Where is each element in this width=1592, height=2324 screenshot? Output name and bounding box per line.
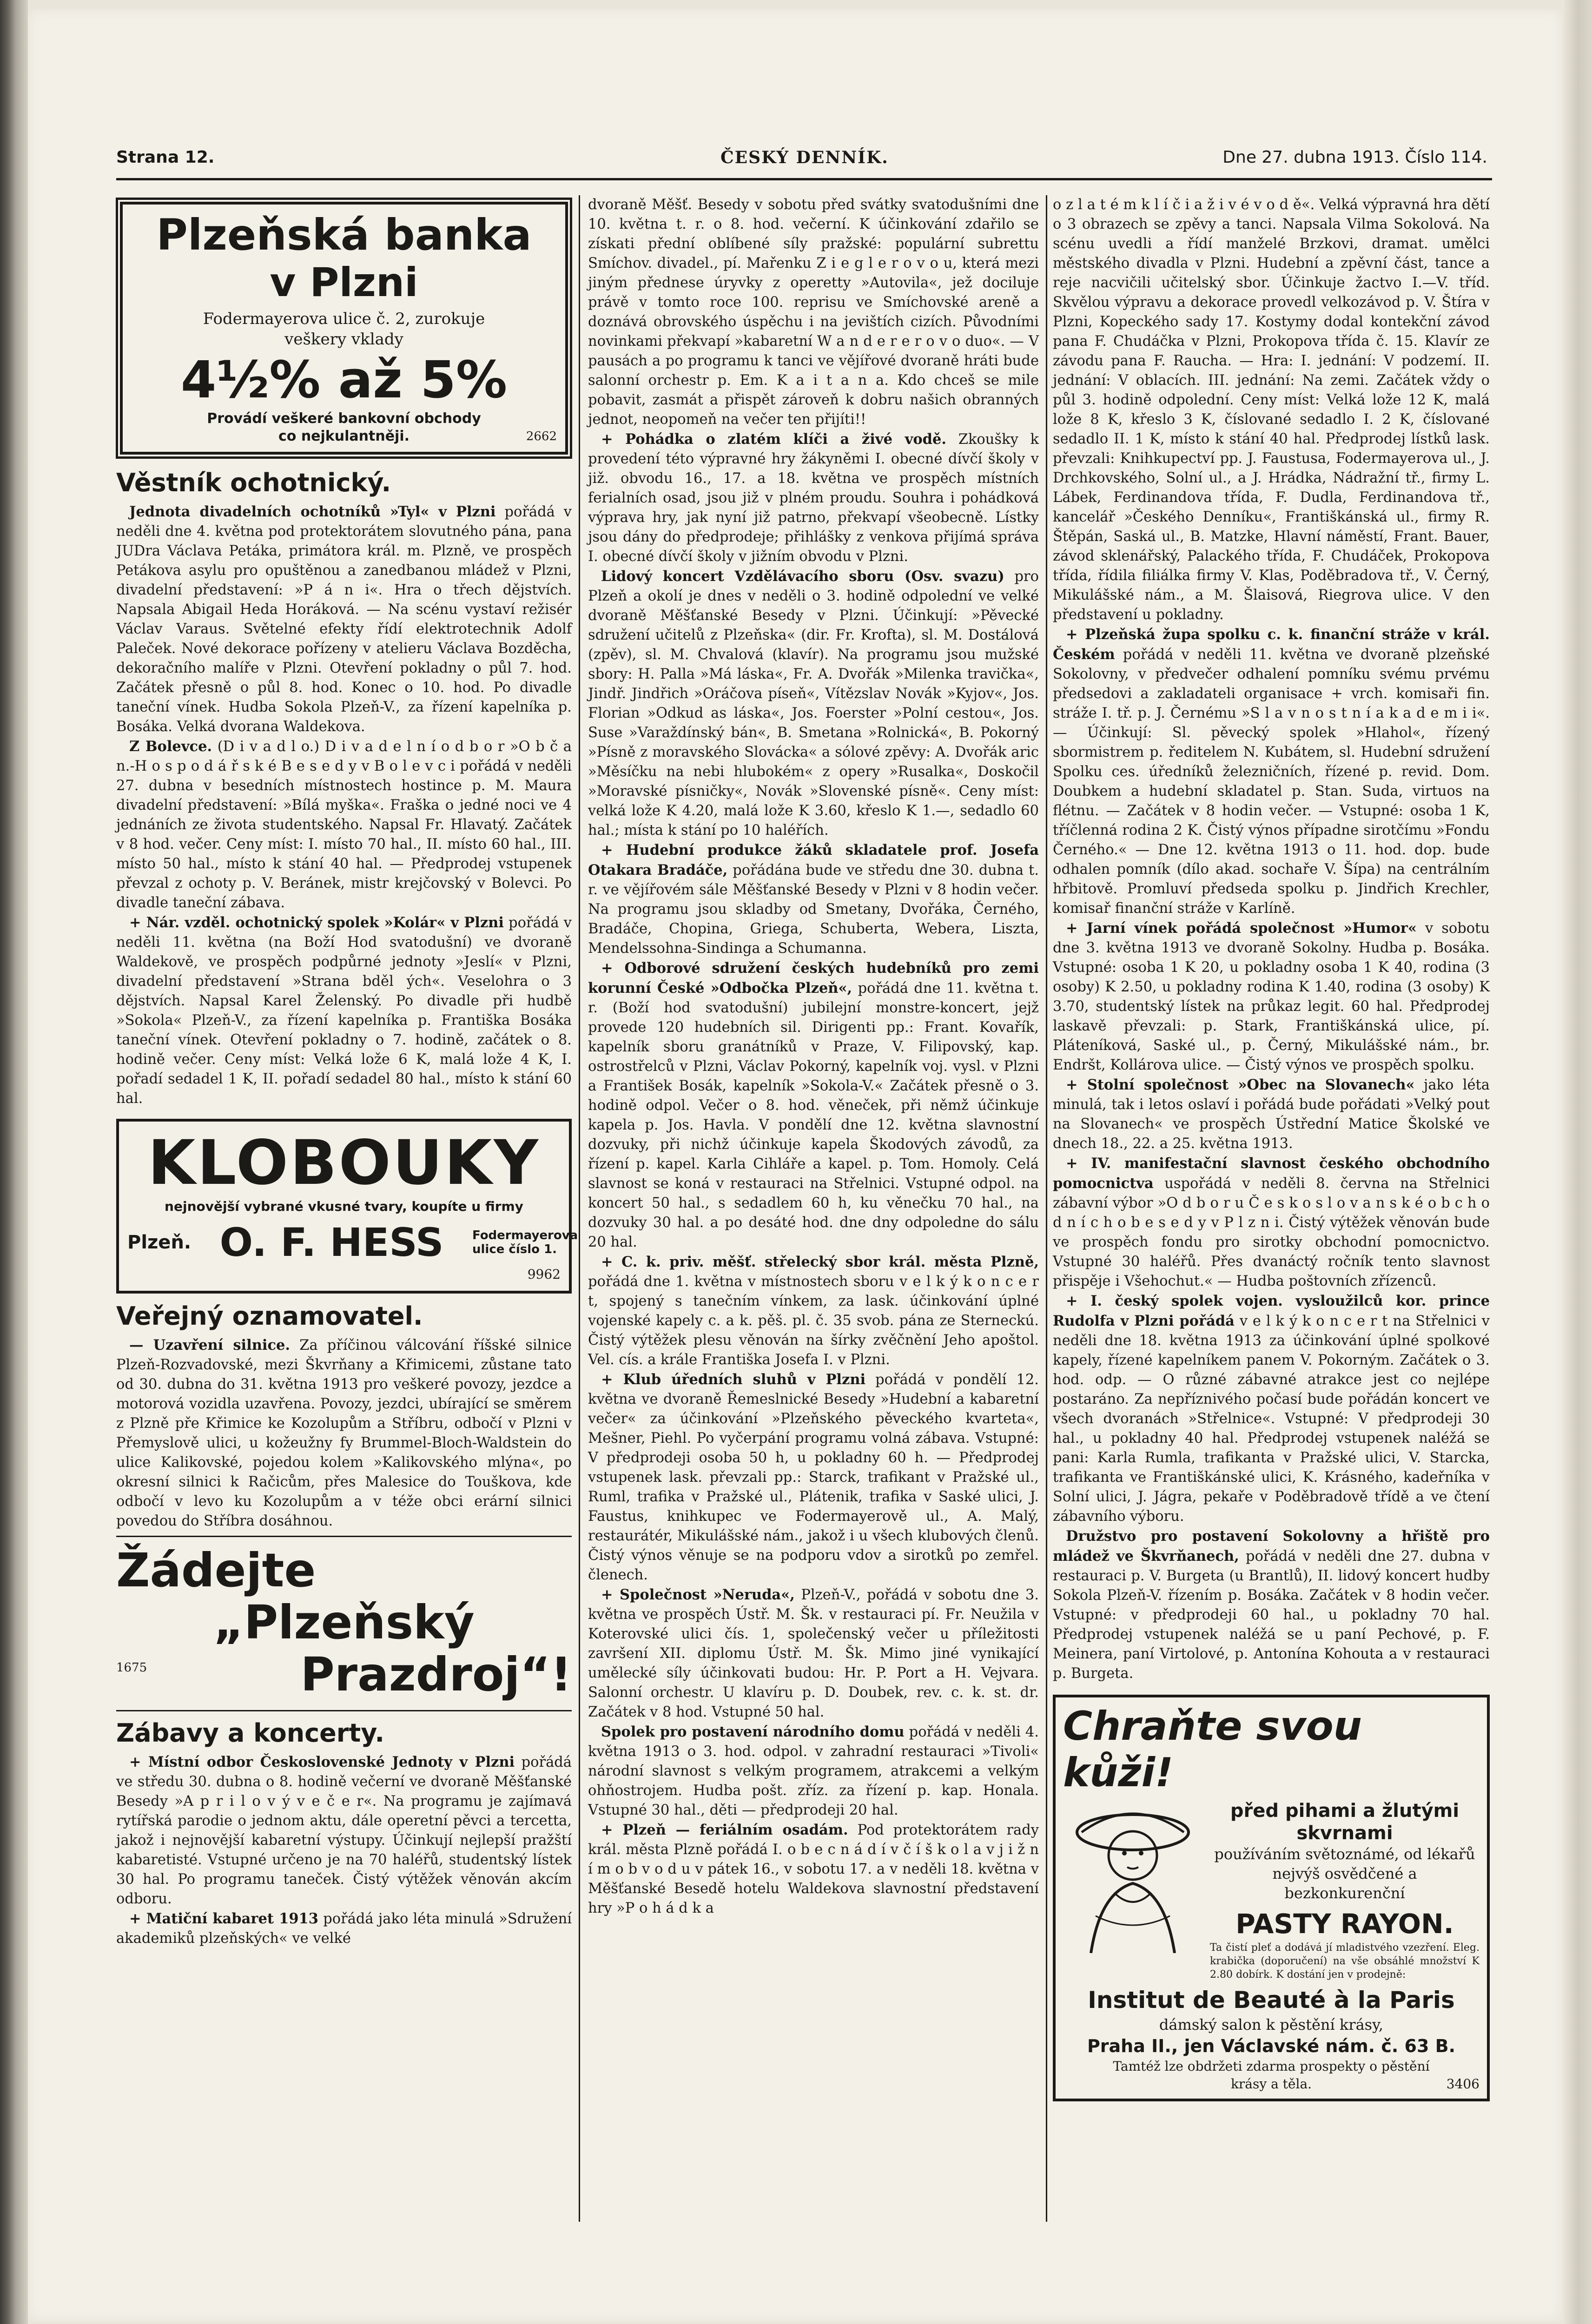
product-name: PASTY RAYON. — [1235, 1908, 1454, 1940]
page-header — [116, 148, 1487, 176]
masthead: ČESKÝ DENNÍK. — [720, 148, 889, 167]
bank-interest-rate: 4½% až 5% — [180, 350, 508, 409]
chrante-line-3: nejvýš osvědčené a bezkonkurenční — [1272, 1865, 1417, 1902]
vyslouzilci-lead: + I. český spolek vojen. vysloužilců kor. prince Rudolfa v Plzni pořádá — [1053, 1293, 1490, 1329]
ad-prazdroj — [116, 1542, 572, 1705]
bradac-text: pořádána bude ve středu dne 30. dubna t. r. ve vějířovém sále Měšťanské Besedy v Plzni v 8 hodin večer. Na programu jsou skladby od Smetany, Dvořáka, Černého, Bradáče, Chopina, Griega, Schuberta, Webera, Liszta, Mendelssohna-Sindinga a Schumanna. — [588, 862, 1039, 957]
slovany-text: jako léta minulá, tak i letos oslaví i pořádá bude pořádati »Velký pout na Slovanech« ve prospěch Ústřední Matice Školské ve dnech 18., 22. a 25. května 1913. — [1053, 1077, 1490, 1152]
aprilovy-lead: + Místní odbor Československé Jednoty v Plzni — [129, 1754, 515, 1770]
chrante-line-1: před pihami a žlutými skvrnami — [1230, 1800, 1460, 1844]
bank-city: v Plzni — [270, 259, 418, 306]
neruda-text: Plzeň-V., pořádá v sobotu dne 3. května ve prospěch Ústř. M. Šk. v restauraci pí. Fr. Neužila v Koterovské ulici čís. 1, společenský večer u příležitosti završení XII. diplomu Ústř. M. Šk. Mimo jiné vynikající umělecké síly účinkovati budou: Hr. P. Port a H. Vejvara. Salonní orchestr. U klavíru p. D. Doubek, rev. c. k. st. dr. Začátek v 8 hod. Vstupné 50 hal. — [588, 1587, 1039, 1720]
vyslouzilci-text: v e l k ý k o n c e r t na Střelnici v neděli dne 18. května 1913 za účinkování úplné spolkové kapely, řízené kapelníkem panem V. Pokorným. Začátek o 3. hod. odp. — O různé zábavné atrakce jest co nejlépe postaráno. Za nepříznivého počasí bude pořádán koncert ve všech dvoranách »Střelnice«. Vstupné: V předprodeji 30 hal., u pokladny 40 hal. Předprodej vstupenek naléžá se pani: Karla Rumla, trafikanta v Pražské ulici, V. Starcka, trafikanta ve Františkánské ulici, K. Krásného, kadeřníka v Solní ulici, J. Jágra, pekaře v Poděbradově třídě a ve čtení zábavního výboru. — [1053, 1313, 1490, 1525]
column-rule-1 — [579, 195, 580, 2222]
prazdroj-line-1: Žádejte — [116, 1543, 316, 1598]
prazdroj-line-2: „Plzeňský — [213, 1595, 475, 1650]
maticni-lead: + Matiční kabaret 1913 — [129, 1910, 318, 1927]
vestnik-bolevec-text: (D i v a d l o.) D i v a d e l n í o d b o r »O b č a n.-H o s p o d á ř s k é B e s e d y v B o l e v c i pořádá v neděli 27. dubna v besedních místnostech hostince p. M. Maura divadelní představení: »Bílá myška«. Fraška o jedné noci ve 4 jednáních ze života studentského. Napsal Fr. Hlavatý. Začátek v 8 hod. večer. Ceny míst: I. místo 70 hal., II. místo 60 hal., III. místo 50 hal., místo k stání 40 hal. — Předprodej vstupenek převzal z ochoty p. V. Beránek, mistr krejčovský v Bolevci. Po divadle taneční zábava. — [116, 739, 572, 911]
klobouky-tagline: nejnovější vybrané vkusné tvary, koupíte u firmy — [165, 1199, 523, 1214]
maticni-text: pořádá jako léta minulá »Sdružení akademiků plzeňských« ve velké — [116, 1911, 572, 1947]
humor-lead: + Jarní vínek pořádá společnost »Humor« — [1066, 920, 1417, 937]
section-title-zabavy: Zábavy a koncerty. — [116, 1718, 384, 1748]
ferialni-text: Pod protektorátem rady král. města Plzně pořádá I. o b e c n á d í v č í š k o l a v j i ž n í m o b v o d u v pátek 16., v sobotu 17. a v neděli 18. května v Měšťanské Besedě hotelu Waldekova slavnostní představení hry »P o h á d k a — [588, 1822, 1039, 1916]
uzavreni-lead: — Uzavření silnice. — [129, 1337, 291, 1353]
klobouky-title: KLOBOUKY — [148, 1127, 540, 1199]
strelecky-lead: + C. k. priv. měšť. střelecký sbor král. města Plzně, — [601, 1254, 1039, 1270]
uzavreni-text: Za příčinou válcování říšské silnice Plzeň-Rozvadovské, mezi Škvrňany a Křimicemi, zůstane tato od 30. dubna do 31. května 1913 pro veškeré povozy, jezdce a motorová vozidla uzavřena. Povozy, jezdci, ubírající se směrem z Plzně pře Křimice ke Kozolupům a Stříbru, odbočí v Plzni v Přemyslově ulici, u kožeužny fy Brummel-Bloch-Waldstein do ulice Kalikovské, pojedou kolem »Kalikovského mlýna«, po okresní silnici k Račicům, přes Malesice do Touškova, kde odbočí v levo ku Kozolupům a v téže obci erární silnici povedou do Stříbra dosáhnou. — [116, 1337, 572, 1529]
prazdroj-line-3: Prazdroj“! — [300, 1647, 572, 1702]
column-2 — [588, 195, 1039, 1918]
institute-address: Praha II., jen Václavské nám. č. 63 B. — [1087, 2036, 1456, 2056]
chrante-title: Chraňte svou kůži! — [1063, 1703, 1362, 1796]
section-title-vestnik: Věstník ochotnický. — [116, 468, 391, 497]
divider — [116, 1710, 572, 1711]
lady-portrait-icon — [1063, 1800, 1202, 1953]
aprilovy-text: pořádá ve středu 30. dubna o 8. hodině večerní ve dvoraně Měšťanské Besedy »A p r i l o v ý v e č e r«. Na programu je zajímavá rytířská parodie o jednom aktu, dále operetní pěvci a tercetta, jakož i nejnovější kabaretní výstupy. Účinkují nejlepší pražští kabaretisté. Vstupné určeno je na 70 haléřů, studentský lístek 30 hal. Po programu taneček. Čistý výtěžek věnován akcím odboru. — [116, 1754, 572, 1907]
institute-salon: dámský salon k pěstění krásy, — [1159, 2016, 1384, 2034]
bank-services: Provádí veškeré bankovní obchody — [207, 410, 481, 427]
issue-date: Dne 27. dubna 1913. Číslo 114. — [1222, 148, 1487, 167]
prazdroj-code: 1675 — [116, 1661, 147, 1675]
col3-continued-text: o z l a t é m k l í č i a ž i v é v o d ě«. Velká výpravná hra dětí o 3 obrazech se zpěvy a tanci. Napsala Vilma Sokolová. Na scénu uvedli a řídí manželé Brzkovi, dramat. umělci městského divadla v Plzni. Hudební a zpěvní část, tance a reje nacvičili učitelský sbor. Účinkuje žactvo I.—V. tříd. Skvělou výpravu a dekorace provedl velkozávod p. V. Štíra v Plzni, Kopeckého sady 17. Kostymy dodal kontekční závod pana F. Chudáčka v Plzni, Prokopova třída č. 15. Klavír ze závodu pana F. Raucha. — Hra: I. jednání: V podzemí. II. jednání: V oblacích. III. jednání: Na zemi. Začátek vždy o půl 3. hodině odpolední. Ceny míst: Velká lože 12 K, malá lože 8 K, křeslo 3 K, číslované sedadlo I. 2 K, číslované sedadlo II. 1 K, místo k stání 40 hal. Předprodej lístků lask. převzali: Knihkupectví pp. J. Faustusa, Fodermayerova ul., J. Drchkovského, Solní ul., a J. Hrádka, Nádražní tř., firmy L. Lábek, Ferdinandova třída, F. Dudla, Ferdinandova tř., kancelář »Českého Denníku«, Františkánská ul., firmy R. Štěpán, Saská ul., B. Matzke, Hlavní náměstí, Frant. Bauer, závod sklenářský, Palackého třída, F. Chudáček, Prokopova třída, řídila filiálka firmy V. Klas, Poděbradova tř., V. Černý, Mikulášské nám., a M. Šlaisová, Riegrova ulice. V den představení u pokladny. — [1053, 197, 1490, 623]
financni-straz-lead: + Plzeňská župa spolku c. k. finanční stráže v král. Českém — [1053, 626, 1490, 663]
column-1 — [116, 195, 578, 1948]
ad-klobouky — [116, 1119, 578, 1294]
bank-address: Fodermayerova ulice č. 2, zurokuje — [203, 310, 485, 328]
rayon-ad-code: 3406 — [1446, 2076, 1480, 2092]
page-right-edge — [1562, 0, 1592, 2324]
column-rule-2 — [1046, 195, 1047, 2222]
vestnik-tyl-lead: Jednota divadelních ochotníků »Tyl« v Plzni — [129, 503, 496, 520]
page-number: Strana 12. — [116, 148, 215, 167]
ad-plzenska-banka — [120, 202, 568, 455]
narodni-dum-text: pořádá v neděli 4. května 1913 o 3. hod. odpol. v zahradní restauraci »Tivoli« národní slavnost s velkým programem, atrakcemi a velkým ohňostrojem. Hudba pošt. zříz. za řízení p. kap. Honala. Vstupné 30 hal., děti — předprodeji 20 hal. — [588, 1724, 1039, 1818]
divider — [116, 1536, 572, 1537]
bank-tagline: co nejkulantněji. — [278, 428, 410, 444]
bank-deposits: veškery vklady — [284, 330, 403, 349]
bank-title: Plzeňská banka — [156, 210, 532, 260]
chrante-line-2: používáním světoznámé, od lékařů — [1214, 1845, 1475, 1863]
pomocnictvo-lead: + IV. manifestační slavnost českého obchodního pomocnictva — [1053, 1155, 1490, 1192]
header-rule — [116, 178, 1492, 180]
lidovy-koncert-text: pro Plzeň a okolí je dnes v neděli o 3. hodině odpolední ve velké dvoraně Měšťanské Besedy v Plzni. Účinkují: »Pěvecké sdružení učitelů z Plzeňska« (dir. Fr. Krofta), sl. M. Dostálová (zpěv), sl. M. Chvalová (klavír). Na programu jsou mužské sbory: H. Palla »Má láska«, Fr. A. Dvořák »Milenka travička«, Jindř. Jindřich »Oráčova píseň«, Vítězslav Novák »Kyjov«, Jos. Florian »Odkud as láska«, Jos. Foerster »Polní cestou«, Jos. Suse »Varaždínský bán«, B. Smetana »Rolnická«, B. Pokorný »Písně z moravského Slovácka« a sólové zpěvy: A. Dvořák aric »Měsíčku na nebi hlubokém« z opery »Rusalka«, Doskočil »Moravské písničky«, Novák »Slovenské písně«. Ceny míst: velká lože K 4.20, malá lože K 3.60, křeslo K 1.—, sedadlo 60 hal.; místa k stání po 10 haléřích. — [588, 568, 1039, 838]
klub-sluhu-lead: + Klub úředních sluhů v Plzni — [601, 1371, 866, 1388]
prospectus-topic: krásy a těla. — [1230, 2076, 1312, 2092]
hudebnici-text: pořádá dne 11. května t. r. (Boží hod svatodušní) jubilejní monstre-koncert, jejž provede 120 hudebních sil. Dirigenti pp.: Frant. Kovařík, kapelník sboru granátníků v Praze, V. Filipovský, kap. ostrostřelců v Plzni, Václav Pokorný, kapelník voj. vysl. v Plzni a František Bosák, kapelník »Sokola-V.« Začátek přesně o 3. hodině odpol. Večer o 8. hod. věneček, při němž účinkuje kapela p. Jos. Havla. V pondělí dne 12. května slavnostní dozvuky, při nichž účinkuje kapela Škodových závodů, za řízení p. kapel. Karla Cihláře a kapel. p. Tom. Homoly. Celá slavnost se koná v restauraci na Střelnici. Vstupné odpol. na koncert 50 hal., s sedadlem 60 h, ku věnečku 70 hal., na dozvuky 30 hal. a po desáté hod. dne dny odpoledne do sálu 20 hal. — [588, 980, 1039, 1250]
klobouky-city: Plzeň. — [127, 1232, 192, 1253]
product-details: Ta čistí pleť a dodává jí mladistvého vzezření. Eleg. krabička (doporučení) na vše obsáhlé množství K 2.80 dobírk. K dostání jen v prodejně: — [1210, 1942, 1480, 1981]
page-binding-edge — [0, 0, 28, 2324]
slovany-lead: + Stolní společnost »Obec na Slovanech« — [1066, 1076, 1415, 1093]
vestnik-bolevec-lead: Z Bolevce. — [129, 738, 212, 755]
pohadka-text: Zkoušky k provedení této výpravné hry žákyněmi I. obecné dívčí školy v již. obvodu 16., 17. a 18. května ve prospěch místních ferialních osad, jsou již v plném proudu. Souhra i pohádková výprava hry, jak nyní již patrno, překvapí všeobecně. Lístky jsou dány do předprodeje; přihlášky z venkova přijímá správa I. obecné dívčí školy v jižním obvodu v Plzni. — [588, 431, 1039, 565]
pohadka-lead: + Pohádka o zlatém klíči a živé vodě. — [601, 431, 947, 448]
klobouky-address: Fodermayerova ulice číslo 1. — [472, 1228, 578, 1256]
klub-sluhu-text: pořádá v pondělí 12. května ve dvoraně Řemeslnické Besedy »Hudební a kabaretní večer« za účinkování »Plzeňského pěveckého kvarteta«, Mešner, Piehl. Po vyčerpání programu volná zábava. Vstupné: V předprodeji osoba 50 h, u pokladny 60 h. — Předprodej vstupenek lask. převzali pp.: Starck, trafikant v Pražské ul., Ruml, trafika v Pražské ul., Plátenik, trafika v Saské ulici, J. Faustus, knihkupec ve Fodermayerově ul., A. Malý, restaurátér, Mikulášské nám., jakož i u všech klubových členů. Čistý výnos věnuje se na podporu vdov a sirotků po zemřel. členech. — [588, 1372, 1039, 1583]
ad-pasta-rayon — [1053, 1695, 1490, 2101]
col2-continued-text: dvoraně Měšť. Besedy v sobotu před svátky svatodušními dne 10. května t. r. o 8. hod. večerní. K účinkování zdařilo se získati přední oblíbené síly pražské: populární subrettu Smíchov. divadel., pí. Mařenku Z i e g l e r o v o u, která mezi jiným přednese úryvky z operetty »Autovila«, jež dociluje právě v tomto roce 100. reprisu ve Smíchovské areně a doznává obrovského úspěchu i na jevištích cizích. Původními novinkami překvapí »kabaretní W a n d e r e r o v o duo«. — V pausách a po programu k tanci ve vějířové dvoraně hráti bude salonní orchestr p. Em. K a i t a n a. Kdo chceš se mile pobavit, zasmát a přispět zároveň k dobru našich obranných jednot, neopomeň na večer ten přijíti!! — [588, 197, 1039, 428]
bank-ad-code: 2662 — [526, 429, 557, 443]
skvrnany-lead: Družstvo pro postavení Sokolovny a hřiště pro mládež ve Škvrňanech, — [1053, 1528, 1490, 1565]
klobouky-code: 9962 — [527, 1267, 561, 1282]
section-title-verejny: Veřejný oznamovatel. — [116, 1301, 423, 1331]
vestnik-kolar-lead: + Nár. vzděl. ochotnický spolek »Kolár« v Plzni — [129, 914, 504, 931]
pomocnictvo-text: uspořádá v neděli 8. června na Střelnici zábavní výbor »O d b o r u Č e s k o s l o v a n s k é o b c h o d n í c h o b e s e d y v P l z n i. Čistý výtěžek věnován bude ve prospěch fondu pro sirotky obchodní pomocnictvo. Vstupné 30 haléřů. Přes dvanáctý ročník tento slavnost přispěje i Všehochut.« — Hudba poštovních zřízenců. — [1053, 1175, 1490, 1289]
hudebnici-lead: + Odborové sdružení českých hudebníků pro zemi korunní České »Odbočka Plzeň«, — [588, 960, 1039, 997]
vestnik-tyl-text: pořádá v neděli dne 4. května pod protektorátem slovutného pána, pana JUDra Václava Petáka, primátora král. m. Plzně, ve prospěch Petákova asylu pro opuštěnou a zanedbanou mládež v Plzni, divadelní představení: »P á n i«. Hra o třech dějstvích. Napsala Abigail Heda Horáková. — Na scénu vystaví režisér Václav Varaus. Světelné efekty řídí elektrotechnik Adolf Paleček. Nové dekorace pořízeny v atelieru Václava Bozděcha, dekoračního malíře v Plzni. Otevření pokladny o půl 7. hod. Začátek přesně o půl 8. hod. Konec o 10. hod. Po divadle taneční vínek. Hudba Sokola Plzeň-V., za řízení kapelníka p. Bosáka. Velká dvorana Waldekova. — [116, 504, 572, 735]
institute-name: Institut de Beauté à la Paris — [1088, 1987, 1455, 2014]
vestnik-kolar-text: pořádá v neděli 11. května (na Boží Hod svatodušní) ve dvoraně Waldekově, ve prospěch podpůrné jednoty »Jeslí« v Plzni, divadelní představení »Strana bděl ých«. Veselohra o 3 dějstvích. Napsal Karel Želenský. Po divadle při hudbě »Sokola« Plzeň-V., za řízení kapelníka p. Františka Bosáka taneční vínek. Otevření pokladny o 7. hodině, začátek o 8. hodině večer. Ceny míst: Velká lože 6 K, malá lože 4 K, I. pořadí sedadel 1 K, II. pořadí sedadel 80 hal., místo k stání 60 hal. — [116, 915, 572, 1107]
humor-text: v sobotu dne 3. května 1913 ve dvoraně Sokolny. Hudba p. Bosáka. Vstupné: osoba 1 K 20, u pokladny osoba 1 K 40, rodina (3 osoby) K 2.50, u pokladny rodina K 1.40, rodina (3 osoby) K 3.70, studentský lístek na průkaz legit. 60 hal. Předprodej laskavě převzali: p. Stark, Františkánská ulice, pí. Pláteníková, Saské ul., p. Černý, Mikulášské nám., br. Endršt, Kollárova ulice. — Čistý výnos ve prospěch spolku. — [1053, 920, 1490, 1073]
strelecky-text: pořádá dne 1. května v místnostech sboru v e l k ý k o n c e r t, spojený s tanečním vínkem, za lask. účinkování úplné vojenské kapely c. a k. pěš. pl. č. 35 svob. pána ze Sterneckú. Čistý výtěžek plesu věnován na šírky zvěčnění Jeho apoštol. Vel. cís. a krále Františka Josefa I. v Plzni. — [588, 1274, 1039, 1368]
skvrnany-text: pořádá v neděli dne 27. dubna v restauraci p. V. Burgeta (u Brantlů), II. lidový koncert hudby Sokola Plzeň-V. řízením p. Bosáka. Začátek v 8 hodin večer. Vstupné: v předprodeji 60 hal., u pokladny 70 hal. Předprodej vstupenek naléžá se u paní Pechové, p. F. Meinera, paní Virtolové, p. Antonína Kohouta a v restauraci p. Burgeta. — [1053, 1548, 1490, 1682]
neruda-lead: + Společnost »Neruda«, — [601, 1586, 795, 1603]
klobouky-firm: O. F. HESS — [219, 1220, 444, 1265]
column-3 — [1053, 195, 1490, 2108]
lidovy-koncert-lead: Lidový koncert Vzdělávacího sboru (Osv. svazu) — [601, 568, 1004, 585]
ferialni-lead: + Plzeň — feriálním osadám. — [601, 1822, 848, 1838]
financni-straz-text: pořádá v neděli 11. května ve dvoraně plzeňské Sokolovny, v předvečer odhalení pomníku svému prvému předsedovi a zakladateli organisace + vrch. komisaři fin. stráže I. tř. p. J. Černému »S l a v n o s t n í a k a d e m i i«. — Účinkují: Sl. pěvecký spolek »Hlahol«, řízený sbormistrem p. ředitelem N. Kubátem, sl. Hudební sdružení Spolku ces. úředníků železničních, řízené p. revid. Dom. Doubkem a hudební skladatel p. Stan. Suda, virtuos na flétnu. — Začátek v 8 hodin večer. — Vstupné: osoba 1 K, tříčlenná rodina 2 K. Čistý výnos případne sirotčímu »Fondu Černého.« — Dne 12. května 1913 o 11. hod. dop. bude odhalen pomník (dílo akad. sochaře V. Šípa) na centrálním hřbitově. Promluví předseda spolku p. Jindřich Krechler, komisař finanční stráže v Karlíně. — [1053, 647, 1490, 917]
narodni-dum-lead: Spolek pro postavení národního domu — [601, 1723, 905, 1740]
bradac-lead: + Hudební produkce žáků skladatele prof. Josefa Otakara Bradáče, — [588, 842, 1039, 878]
prospectus-offer: Tamtéž lze obdržeti zdarma prospekty o pěstění — [1113, 2059, 1430, 2074]
